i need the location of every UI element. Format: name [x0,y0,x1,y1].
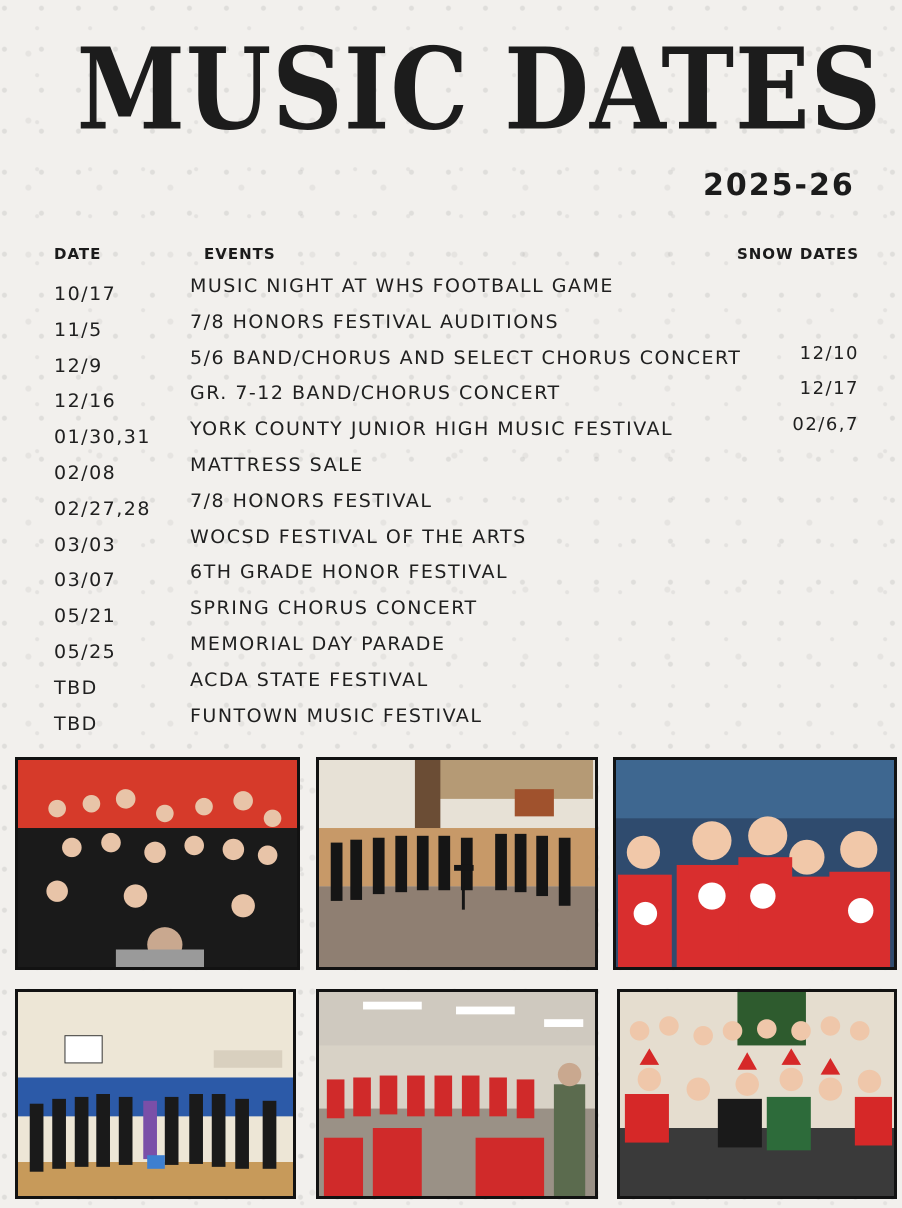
snow-date: 12/17 [799,378,859,400]
table-row [0,311,902,347]
event-name: MUSIC NIGHT AT WHS FOOTBALL GAME [190,275,614,297]
table-row [0,633,902,669]
event-date: 12/16 [54,390,117,413]
event-name: 5/6 BAND/CHORUS AND SELECT CHORUS CONCERT [190,346,742,369]
events-column-header: EVENTS [204,245,276,263]
event-name: SPRING CHORUS CONCERT [190,597,478,620]
school-year: 2025-26 [703,168,855,203]
photo-students-red-shirts-mural [613,757,897,970]
table-row [0,378,902,418]
event-name: MATTRESS SALE [190,454,364,476]
table-row [0,454,902,490]
date-column-header: DATE [54,245,102,263]
table-row [0,275,902,311]
event-name: MEMORIAL DAY PARADE [190,633,446,655]
event-date: 03/07 [54,569,117,592]
event-name: WOCSD FESTIVAL OF THE ARTS [190,525,527,548]
event-name: 7/8 HONORS FESTIVAL AUDITIONS [190,310,560,333]
page-title: MUSIC DATES [76,23,883,156]
event-date: TBD [54,712,98,735]
photo-group-santa-hats [617,989,897,1199]
event-date: 11/5 [54,318,103,341]
event-date: 12/9 [54,354,103,377]
photo-group-gym-banner [15,989,296,1199]
event-date: 03/03 [54,533,117,556]
event-date: 05/21 [54,605,117,628]
event-name: GR. 7-12 BAND/CHORUS CONCERT [190,382,561,405]
table-row [0,526,902,562]
photo-chorus-red-shirts-room [316,989,598,1199]
snow-dates-column-header: SNOW DATES [736,245,859,263]
event-name: ACDA STATE FESTIVAL [190,668,429,691]
event-date: 02/27,28 [54,497,151,520]
table-row [0,561,902,597]
event-date: TBD [54,676,98,699]
table-row [0,490,902,526]
photo-choir-gym-conductor-stand [316,757,598,970]
snow-date: 02/6,7 [792,414,859,436]
table-row [0,669,902,705]
event-date: 05/25 [54,641,117,663]
event-name: FUNTOWN MUSIC FESTIVAL [190,704,483,727]
table-row [0,342,902,383]
event-date: 10/17 [54,283,117,305]
table-row [0,414,902,454]
table-row [0,705,902,741]
table-row [0,597,902,633]
event-name: 7/8 HONORS FESTIVAL [190,489,433,512]
photo-choir-black-red-wall [15,757,300,970]
snow-date: 12/10 [799,342,859,364]
event-date: 02/08 [54,462,117,484]
event-name: YORK COUNTY JUNIOR HIGH MUSIC FESTIVAL [190,418,674,441]
event-date: 01/30,31 [54,426,151,449]
event-name: 6TH GRADE HONOR FESTIVAL [190,561,509,584]
